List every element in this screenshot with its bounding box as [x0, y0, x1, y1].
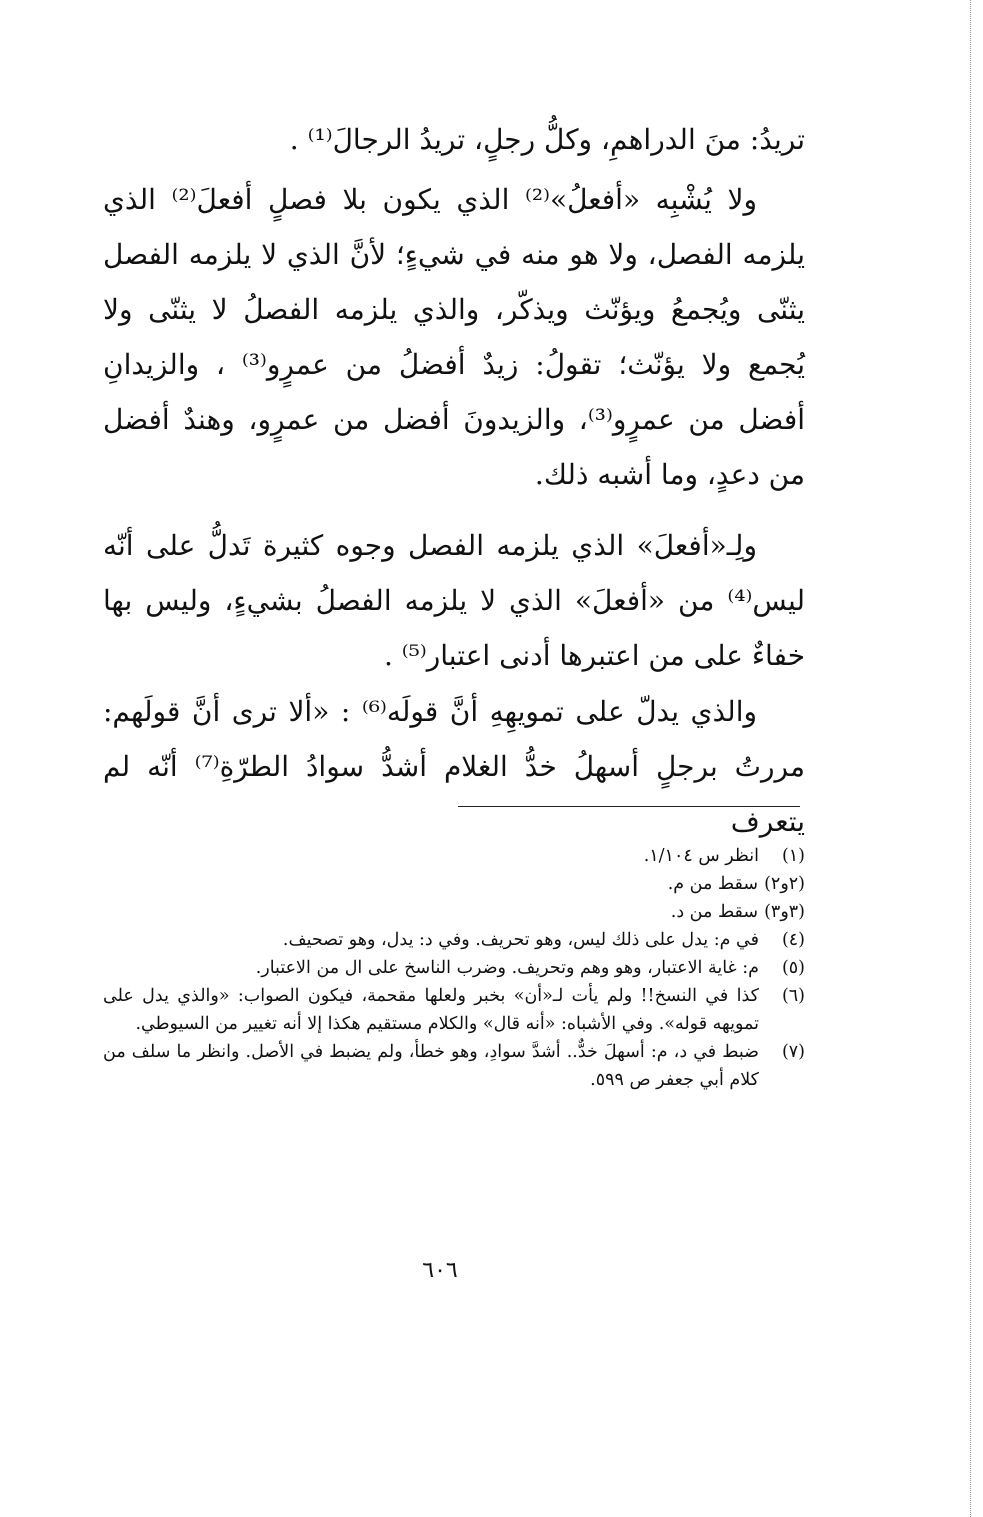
footnote-6 — [103, 982, 805, 1038]
footnote-text: م: غاية الاعتبار، وهو وهم وتحريف. وضرب الناسخ على ال من الاعتبار. — [255, 958, 759, 978]
footnote-2 — [103, 870, 805, 898]
scan-edge-line — [970, 0, 971, 1517]
footnote-4 — [103, 926, 805, 954]
footnote-number: (٥) — [781, 958, 805, 978]
footnote-number: (٦) — [781, 986, 805, 1006]
footnote-number: (١) — [781, 846, 805, 866]
footnote-5 — [103, 954, 805, 982]
footnote-text: ضبط في د، م: أسهلَ خدٌّ.. أشدَّ سوادِ، وهو خطأ، ولم يضبط في الأصل. وانظر ما سلف من كلام أبي جعفر ص ٥٩٩. — [103, 1042, 759, 1090]
footnote-number: (٧) — [781, 1042, 805, 1062]
paragraph-3: ولِـ«أفعلَ» الذي يلزمه الفصل وجوه كثيرة تَدلُّ على أنّه ليس⁽⁴⁾ من «أفعلَ» الذي لا يلزمه الفصلُ بشيءٍ، وليس بها خفاءٌ على من اعتبرها أدنى اعتبار⁽⁵⁾ . — [103, 529, 805, 672]
paragraph-4: والذي يدلّ على تمويهِهِ أنَّ قولَه⁽⁶⁾ : «ألا ترى أنَّ قولَهم: مررتُ برجلٍ أسهلُ خدُّ الغلام أشدُّ سوادُ الطرّةِ⁽⁷⁾ أنّه لم يتعرف — [103, 695, 805, 838]
footnote-number: (٣و٣) — [764, 902, 805, 922]
footnote-text: انظر س ١/١٠٤. — [643, 846, 759, 866]
footnote-7 — [103, 1038, 805, 1094]
footnote-number: (٢و٢) — [764, 874, 805, 894]
paragraph-2: ولا يُشْبِه «أفعلُ»⁽²⁾ الذي يكون بلا فصلٍ أفعلَ⁽²⁾ الذي يلزمه الفصل، ولا هو منه في شيءٍ؛ لأنَّ الذي لا يلزمه الفصل يثنّى ويُجمعُ ويؤنّث ويذكّر، والذي يلزمه الفصلُ لا يثنّى ولا يُجمع ولا يؤنّث؛ تقولُ: زيدٌ أفضلُ من عمرٍو⁽³⁾ ، والزيدانِ أفضل من عمرٍو⁽³⁾، والزيدونَ أفضل من عمرٍو، وهندٌ أفضل من دعدٍ، وما أشبه ذلك. — [103, 183, 806, 491]
footnote-1 — [103, 842, 805, 870]
page-number: ٦٠٦ — [422, 1258, 458, 1283]
paragraph-1: تريدُ: منَ الدراهمِ، وكلُّ رجلٍ، تريدُ الرجالَ⁽¹⁾ . — [289, 123, 805, 156]
footnote-number: (٤) — [781, 930, 805, 950]
footnote-separator — [458, 806, 800, 807]
footnote-3 — [103, 898, 805, 926]
footnote-text: سقط من م. — [667, 874, 759, 894]
footnote-text: كذا في النسخ!! ولم يأت لـ«أن» بخبر ولعلها مقحمة، فيكون الصواب: «والذي يدل على تمويهه قوله». وفي الأشباه: «أنه قال» والكلام مستقيم هكذا إلا أنه تغيير من السيوطي. — [103, 986, 759, 1034]
footnote-text: في م: يدل على ذلك ليس، وهو تحريف. وفي د: يدل، وهو تصحيف. — [282, 930, 759, 950]
footnotes — [103, 842, 805, 1094]
footnote-text: سقط من د. — [670, 902, 759, 922]
